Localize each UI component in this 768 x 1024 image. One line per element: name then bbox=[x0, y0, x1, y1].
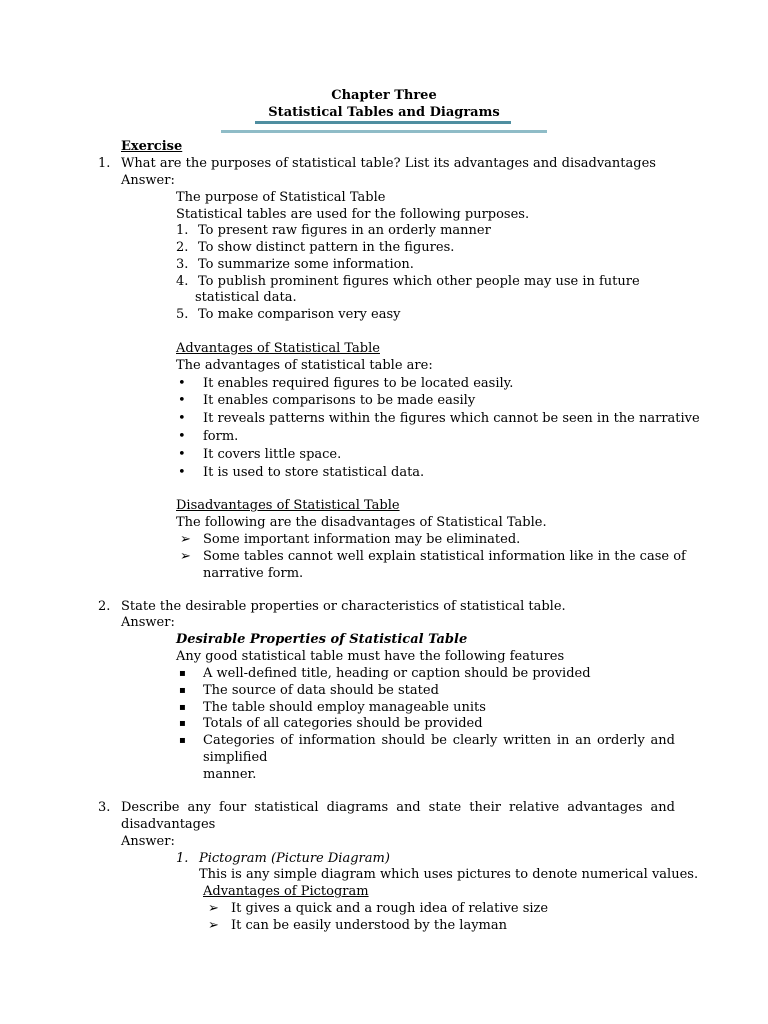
square-marker: ▪ bbox=[179, 702, 186, 713]
bullet-marker: • bbox=[178, 411, 186, 426]
bullet-marker: • bbox=[178, 429, 186, 444]
arrow-marker: ➢ bbox=[208, 918, 219, 933]
properties-intro: Any good statistical table must have the following features bbox=[176, 649, 565, 664]
property-item: The source of data should be stated bbox=[203, 683, 439, 698]
purpose-item: To present raw figures in an orderly manner bbox=[198, 223, 491, 238]
square-marker: ▪ bbox=[179, 718, 186, 729]
purpose-item-continuation: statistical data. bbox=[195, 290, 297, 305]
purpose-num: 2. bbox=[176, 240, 189, 255]
disadvantages-title: Disadvantages of Statistical Table bbox=[176, 498, 400, 513]
pictogram-advantage-item: It can be easily understood by the layman bbox=[231, 918, 507, 933]
arrow-marker: ➢ bbox=[180, 532, 191, 547]
square-marker: ▪ bbox=[179, 685, 186, 696]
bullet-marker: • bbox=[178, 393, 186, 408]
chapter-heading: Chapter Three bbox=[331, 88, 437, 103]
q2-question: State the desirable properties or characteristics of statistical table. bbox=[121, 599, 566, 614]
purpose-item: To show distinct pattern in the figures. bbox=[198, 240, 455, 255]
purpose-item: To summarize some information. bbox=[198, 257, 414, 272]
title-rule bbox=[255, 121, 511, 124]
pictogram-advantages-title: Advantages of Pictogram bbox=[203, 884, 369, 899]
exercise-heading: Exercise bbox=[121, 139, 183, 154]
square-marker: ▪ bbox=[179, 668, 186, 679]
property-item: The table should employ manageable units bbox=[203, 700, 486, 715]
disadvantages-intro: The following are the disadvantages of Statistical Table. bbox=[176, 515, 547, 530]
purpose-num: 3. bbox=[176, 257, 189, 272]
purpose-item: To publish prominent figures which other people may use in future bbox=[198, 274, 640, 289]
q3-question: Describe any four statistical diagrams and state their relative advantages and bbox=[121, 800, 675, 815]
property-item: Totals of all categories should be provided bbox=[203, 716, 483, 731]
q1-number: 1. bbox=[98, 156, 111, 171]
pictogram-advantage-item: It gives a quick and a rough idea of relative size bbox=[231, 901, 549, 916]
title-rule-secondary bbox=[221, 130, 547, 133]
q3-question-continuation: disadvantages bbox=[121, 817, 216, 832]
chapter-title: Statistical Tables and Diagrams bbox=[268, 105, 500, 120]
property-item: A well-defined title, heading or caption should be provided bbox=[203, 666, 591, 681]
q2-number: 2. bbox=[98, 599, 111, 614]
purpose-title: The purpose of Statistical Table bbox=[176, 190, 386, 205]
purpose-num: 4. bbox=[176, 274, 189, 289]
q3-number: 3. bbox=[98, 800, 111, 815]
purpose-num: 1. bbox=[176, 223, 189, 238]
purpose-intro: Statistical tables are used for the following purposes. bbox=[176, 207, 530, 222]
properties-title: Desirable Properties of Statistical Table bbox=[176, 632, 468, 647]
advantage-item: It covers little space. bbox=[203, 447, 342, 462]
q2-answer-label: Answer: bbox=[121, 615, 175, 630]
disadvantage-item: Some important information may be eliminated. bbox=[203, 532, 521, 547]
bullet-marker: • bbox=[178, 376, 186, 391]
property-item-continuation: simplified bbox=[203, 750, 268, 765]
purpose-num: 5. bbox=[176, 307, 189, 322]
advantage-item: It enables required figures to be located easily. bbox=[203, 376, 514, 391]
advantages-title: Advantages of Statistical Table bbox=[176, 341, 380, 356]
bullet-marker: • bbox=[178, 447, 186, 462]
q3-answer-label: Answer: bbox=[121, 834, 175, 849]
arrow-marker: ➢ bbox=[208, 901, 219, 916]
square-marker: ▪ bbox=[179, 735, 186, 746]
diagram-description: This is any simple diagram which uses pictures to denote numerical values. bbox=[199, 867, 699, 882]
q1-question: What are the purposes of statistical table? List its advantages and disadvantages bbox=[121, 156, 656, 171]
advantages-intro: The advantages of statistical table are: bbox=[176, 358, 433, 373]
arrow-marker: ➢ bbox=[180, 549, 191, 564]
advantage-item: It is used to store statistical data. bbox=[203, 465, 425, 480]
advantage-item: form. bbox=[203, 429, 239, 444]
disadvantage-item-continuation: narrative form. bbox=[203, 566, 304, 581]
advantage-item: It enables comparisons to be made easily bbox=[203, 393, 476, 408]
property-item: Categories of information should be clearly written in an orderly and bbox=[203, 733, 675, 748]
purpose-item: To make comparison very easy bbox=[198, 307, 401, 322]
advantage-item: It reveals patterns within the figures which cannot be seen in the narrative bbox=[203, 411, 700, 426]
q1-answer-label: Answer: bbox=[121, 173, 175, 188]
diagram-number: 1. bbox=[176, 851, 189, 866]
property-item-continuation: manner. bbox=[203, 767, 257, 782]
disadvantage-item: Some tables cannot well explain statistical information like in the case of bbox=[203, 549, 686, 564]
bullet-marker: • bbox=[178, 465, 186, 480]
diagram-title: Pictogram (Picture Diagram) bbox=[199, 851, 390, 866]
